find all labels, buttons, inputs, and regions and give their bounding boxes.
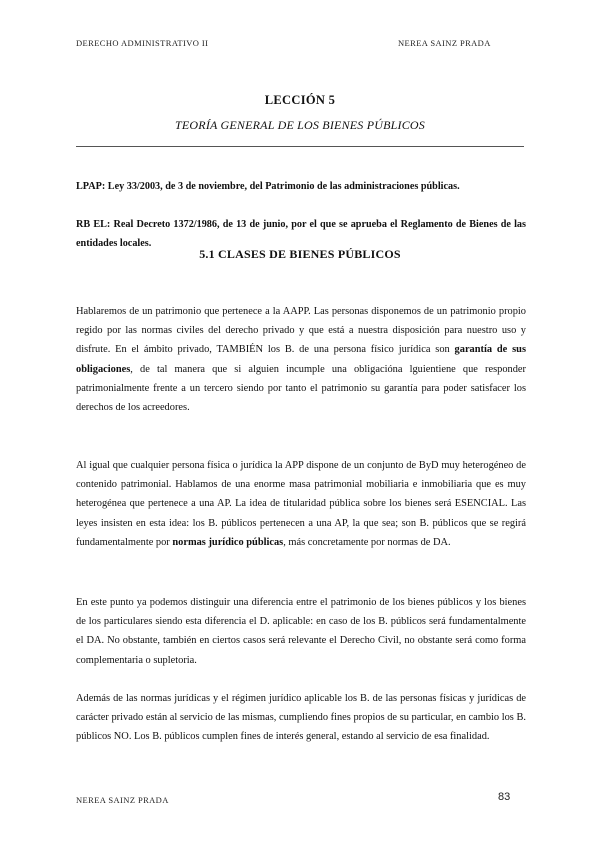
header-author: NEREA SAINZ PRADA [398, 38, 491, 48]
paragraph-2 [76, 456, 526, 552]
paragraph-2-text-a: Al igual que cualquier persona física o jurídica la APP dispone de un conjunto de ByD muy heterogéneo de contenido patrimonial. Hablamos de una enorme masa patrimonial mobiliaria e inmobiliaria que es muy heterogénea que pertenece a una AP. La idea de titularidad pública sobre los bienes será ESENCIAL. Las leyes insisten en esta idea: los B. públicos pertenecen a una AP, la que sea; son B. públicos que se regirá fundamentalmente por [76, 460, 526, 548]
footer-author: NEREA SAINZ PRADA [76, 795, 169, 805]
section-heading: 5.1 CLASES DE BIENES PÚBLICOS [199, 247, 401, 261]
page-number: 83 [498, 791, 511, 803]
paragraph-2-emphasis: normas jurídico públicas [172, 536, 284, 548]
paragraph-1 [76, 302, 526, 417]
header-course: DERECHO ADMINISTRATIVO II [76, 38, 209, 48]
title-divider [76, 146, 524, 147]
paragraph-3: En este punto ya podemos distinguir una diferencia entre el patrimonio de los bienes públicos y los bienes de los particulares siendo esta diferencia el D. aplicable: en caso de los B. públicos será fundamentalmente el DA. No obstante, también en ciertos casos será relevante el Derecho Civil, no obstante será como forma complementaria o supletoria. [76, 597, 526, 666]
law-reference-rbel: RB EL: Real Decreto 1372/1986, de 13 de junio, por el que se aprueba el Reglamento de Bienes de las entidades locales. [76, 219, 526, 249]
paragraph-1-text-b: , de tal manera que si alguien incumple una obligacióna lguientiene que responder patrimonialmente frente a un tercero siendo por tanto el patrimonio su garantía para poder satisfacer los derechos de los acreedores. [76, 363, 526, 414]
lesson-subtitle: TEORÍA GENERAL DE LOS BIENES PÚBLICOS [175, 118, 425, 132]
lesson-title: LECCIÓN 5 [264, 93, 336, 107]
paragraph-1-text-a: Hablaremos de un patrimonio que pertenece a la AAPP. Las personas disponemos de un patrimonio propio regido por las normas civiles del derecho privado y que está a nuestra disposición para nuestro uso y disfrute. En el ámbito privado, TAMBIÉN los B. de una persona físico jurídica son [76, 306, 526, 356]
paragraph-4: Además de las normas jurídicas y el régimen jurídico aplicable los B. de las personas físicas y jurídicas de carácter privado están al servicio de las mismas, cumpliendo fines propios de su particular, en cambio los B. públicos NO. Los B. públicos cumplen fines de interés general, estando al servicio de esa finalidad. [76, 693, 526, 743]
law-reference-lpap: LPAP: Ley 33/2003, de 3 de noviembre, del Patrimonio de las administraciones públicas. [76, 181, 460, 192]
paragraph-2-text-b: , más concretamente por normas de DA. [283, 536, 451, 548]
paragraph-1-emphasis: garantía de sus obligaciones [76, 344, 526, 375]
